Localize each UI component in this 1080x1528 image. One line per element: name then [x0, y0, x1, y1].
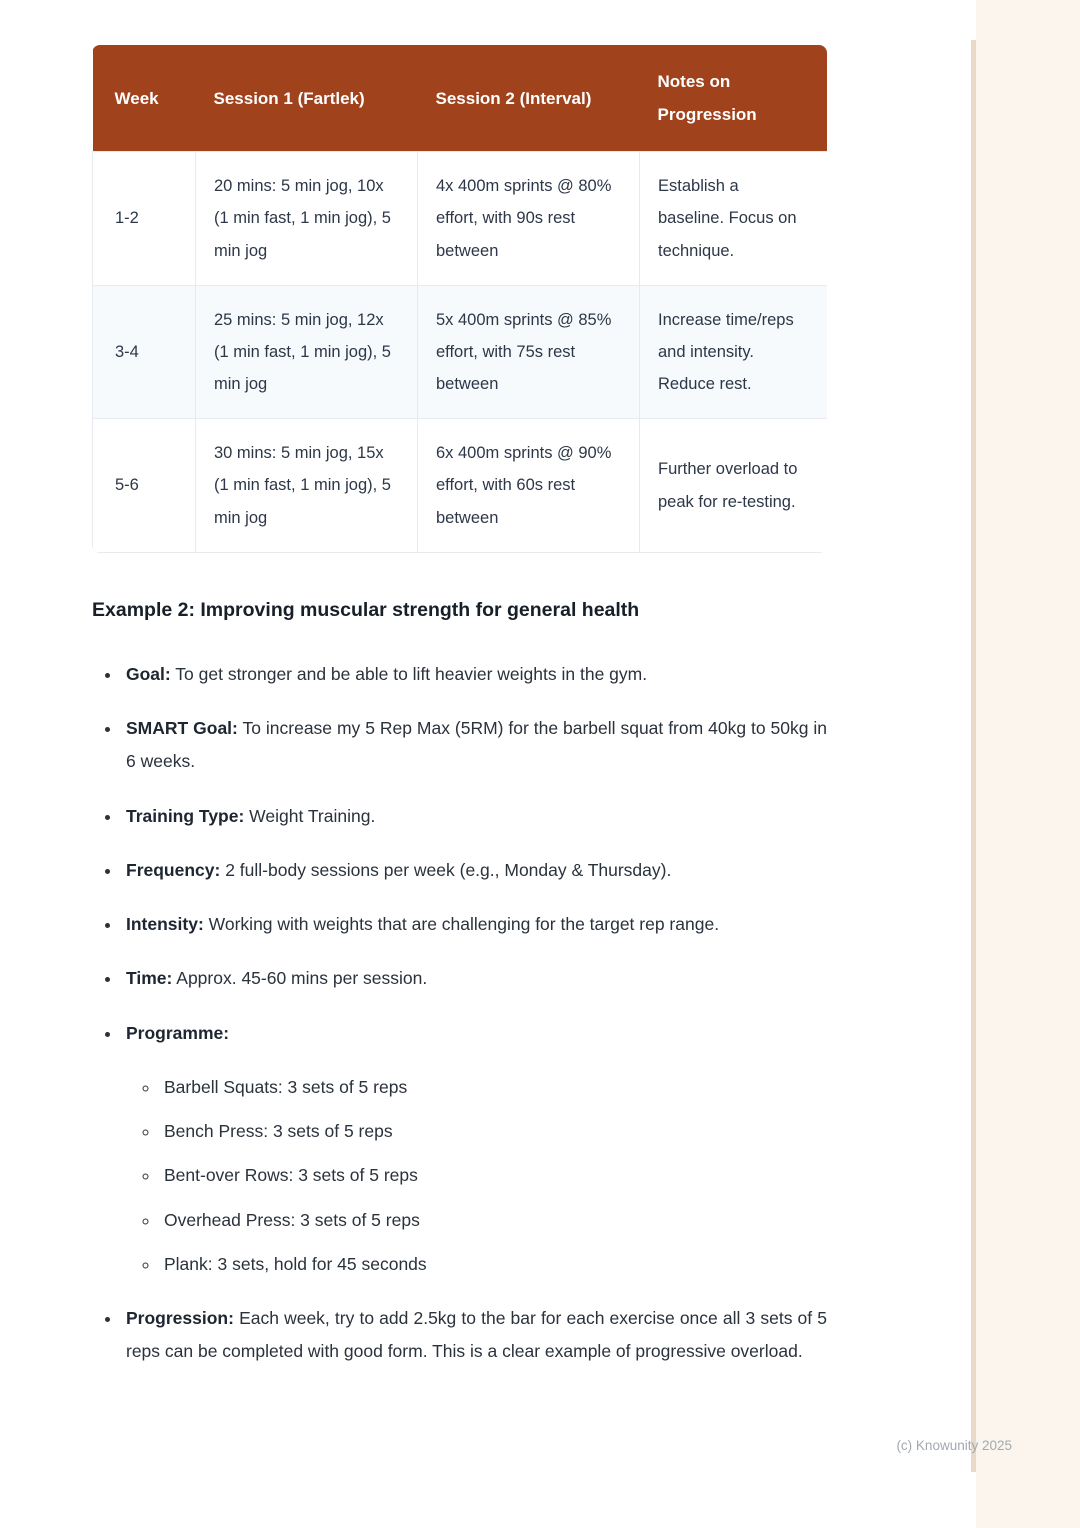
programme-item: ◦ Bench Press: 3 sets of 5 reps: [160, 1115, 827, 1148]
table-header-row: [93, 45, 828, 152]
bullet-text: Weight Training.: [249, 805, 376, 826]
bullet-text: Each week, try to add 2.5kg to the bar for each exercise once all 3 sets of 5 reps can be completed with good form. This is a clear example of progressive overload.: [126, 1308, 827, 1362]
notes-cell: Further overload to peak for re-testing.: [640, 419, 828, 553]
notes-cell: Increase time/reps and intensity. Reduce rest.: [640, 285, 828, 419]
bullet-item-intensity: [122, 908, 827, 941]
week-cell: 3-4: [93, 285, 196, 419]
bullet-label: SMART Goal:: [126, 718, 238, 739]
notes-cell: Establish a baseline. Focus on technique.: [640, 152, 828, 286]
watermark: (c) Knowunity 2025: [896, 1438, 1012, 1453]
bullet-label: Progression:: [126, 1308, 234, 1329]
section-heading: Example 2: Improving muscular strength for general health: [92, 598, 640, 621]
session2-cell: 5x 400m sprints @ 85% effort, with 75s rest between: [418, 285, 640, 419]
bullet-label: Time:: [126, 968, 173, 989]
table-row: [93, 152, 828, 286]
bullet-text: Approx. 45-60 mins per session.: [176, 968, 428, 989]
header-session2: Session 2 (Interval): [418, 45, 640, 152]
bullet-item-smart-goal: [122, 712, 827, 779]
bullet-item-time: [122, 962, 827, 995]
programme-item: ◦ Overhead Press: 3 sets of 5 reps: [160, 1204, 827, 1237]
programme-item: ◦ Barbell Squats: 3 sets of 5 reps: [160, 1071, 827, 1104]
session1-cell: 20 mins: 5 min jog, 10x (1 min fast, 1 min jog), 5 min jog: [196, 152, 418, 286]
bullet-item-goal: [122, 658, 827, 691]
table-row: [93, 285, 828, 419]
header-session1: Session 1 (Fartlek): [196, 45, 418, 152]
session2-cell: 4x 400m sprints @ 80% effort, with 90s rest between: [418, 152, 640, 286]
training-plan-table: [92, 45, 827, 553]
training-plan-table-wrap: [92, 45, 827, 553]
bullet-label: Intensity:: [126, 914, 204, 935]
page-edge-background: [976, 0, 1080, 1528]
table-row: [93, 419, 828, 553]
header-notes: Notes on Progression: [640, 45, 828, 152]
bullet-text: 2 full-body sessions per week (e.g., Monday & Thursday).: [225, 859, 672, 880]
bullet-list: [92, 658, 827, 1369]
bullet-label: Frequency:: [126, 859, 221, 880]
document-page: [92, 45, 827, 1390]
bullet-item-programme: [122, 1017, 827, 1282]
bullet-label: Training Type:: [126, 805, 245, 826]
bullet-label: Goal:: [126, 663, 171, 684]
session2-cell: 6x 400m sprints @ 90% effort, with 60s rest between: [418, 419, 640, 553]
header-week: Week: [93, 45, 196, 152]
programme-item: ◦ Bent-over Rows: 3 sets of 5 reps: [160, 1159, 827, 1192]
bullet-label: Programme:: [126, 1022, 230, 1043]
session1-cell: 25 mins: 5 min jog, 12x (1 min fast, 1 min jog), 5 min jog: [196, 285, 418, 419]
bullet-text: To get stronger and be able to lift heavier weights in the gym.: [175, 663, 648, 684]
programme-item: ◦ Plank: 3 sets, hold for 45 seconds: [160, 1248, 827, 1281]
bullet-text: To increase my 5 Rep Max (5RM) for the barbell squat from 40kg to 50kg in 6 weeks.: [126, 718, 828, 772]
programme-sublist: [126, 1071, 827, 1281]
week-cell: 1-2: [93, 152, 196, 286]
bullet-item-frequency: [122, 854, 827, 887]
session1-cell: 30 mins: 5 min jog, 15x (1 min fast, 1 min jog), 5 min jog: [196, 419, 418, 553]
bullet-text: Working with weights that are challenging for the target rep range.: [208, 914, 720, 935]
page-edge-line: [971, 40, 976, 1472]
week-cell: 5-6: [93, 419, 196, 553]
bullet-item-progression: [122, 1302, 827, 1369]
bullet-item-training-type: [122, 800, 827, 833]
